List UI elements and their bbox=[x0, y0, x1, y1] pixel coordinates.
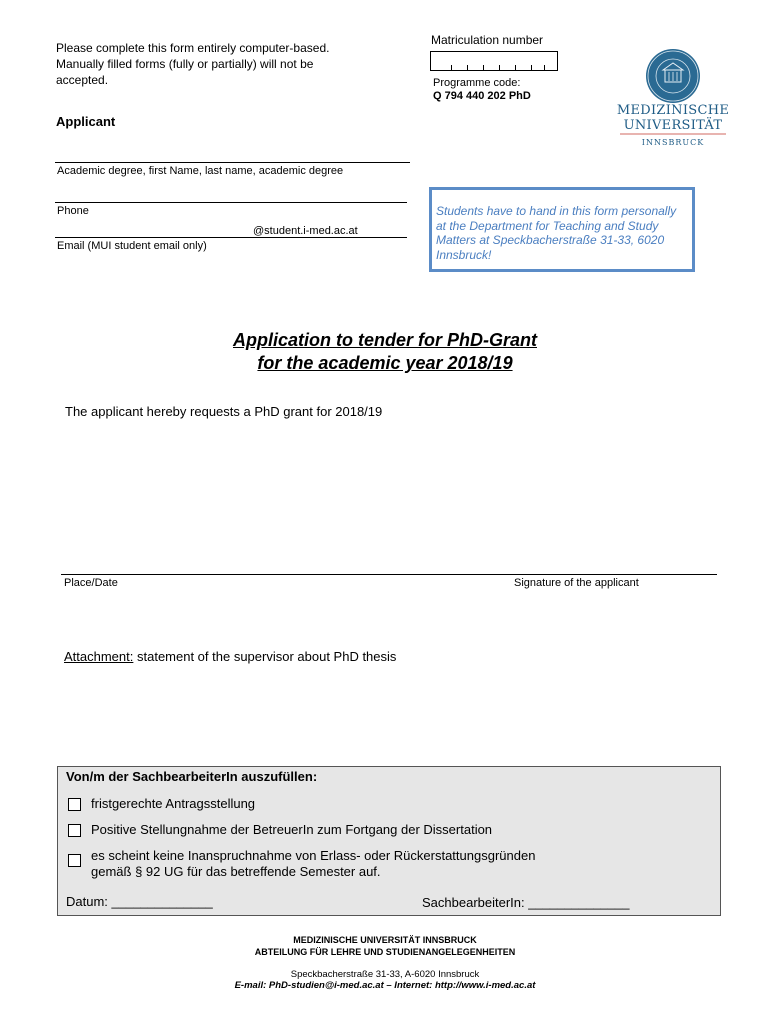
digit-separator bbox=[451, 65, 452, 70]
logo-line1: MEDIZINISCHE bbox=[616, 103, 730, 118]
digit-separator bbox=[467, 65, 468, 70]
email-field[interactable] bbox=[55, 237, 407, 238]
signature-label: Signature of the applicant bbox=[514, 577, 639, 589]
attachment-note bbox=[64, 649, 396, 664]
intro-line: Manually filled forms (fully or partially) will not be bbox=[56, 57, 314, 71]
digit-separator bbox=[515, 65, 516, 70]
intro-instructions bbox=[56, 40, 376, 88]
request-statement: The applicant hereby requests a PhD grant for 2018/19 bbox=[65, 404, 383, 419]
name-field[interactable] bbox=[55, 162, 410, 163]
checkbox-no-exemption-label-2: gemäß § 92 UG für das betreffende Semester auf. bbox=[91, 864, 381, 879]
checkbox-supervisor-statement[interactable] bbox=[68, 824, 81, 837]
place-date-label: Place/Date bbox=[64, 577, 118, 589]
signature-line[interactable] bbox=[61, 574, 717, 575]
matriculation-label: Matriculation number bbox=[431, 33, 544, 47]
digit-separator bbox=[499, 65, 500, 70]
digit-separator bbox=[483, 65, 484, 70]
checkbox-deadline[interactable] bbox=[68, 798, 81, 811]
footer-university: MEDIZINISCHE UNIVERSITÄT INNSBRUCK bbox=[293, 935, 477, 945]
intro-line: Please complete this form entirely computer-based. bbox=[56, 41, 330, 55]
phone-field-label: Phone bbox=[57, 205, 89, 217]
datum-field[interactable]: Datum: ______________ bbox=[66, 894, 213, 909]
name-field-label: Academic degree, first Name, last name, academic degree bbox=[57, 165, 344, 177]
clerk-field[interactable]: SachbearbeiterIn: ______________ bbox=[422, 895, 630, 910]
document-subtitle: for the academic year 2018/19 bbox=[257, 353, 513, 373]
logo-line3: INNSBRUCK bbox=[641, 138, 705, 147]
checkbox-deadline-label: fristgerechte Antragsstellung bbox=[91, 796, 256, 811]
logo-line2: UNIVERSITÄT bbox=[623, 118, 723, 133]
document-title: Application to tender for PhD-Grant bbox=[233, 330, 537, 350]
divider bbox=[55, 202, 407, 203]
programme-code-value: Q 794 440 202 PhD bbox=[433, 90, 531, 102]
attachment-text: statement of the supervisor about PhD thesis bbox=[133, 649, 397, 664]
admin-heading: Von/m der SachbearbeiterIn auszufüllen: bbox=[66, 769, 318, 784]
footer-address: Speckbacherstraße 31-33, A-6020 Innsbruck bbox=[290, 969, 480, 980]
digit-separator bbox=[544, 65, 545, 70]
attachment-label: Attachment: bbox=[64, 649, 134, 664]
applicant-heading: Applicant bbox=[56, 114, 116, 129]
digit-separator bbox=[531, 65, 532, 70]
programme-code-label: Programme code: bbox=[433, 77, 521, 89]
email-field-label: Email (MUI student email only) bbox=[57, 240, 207, 252]
matriculation-input[interactable] bbox=[430, 51, 558, 71]
admin-section bbox=[57, 766, 721, 916]
checkbox-no-exemption-label: es scheint keine Inanspruchnahme von Erlass- oder Rückerstattungsgründen bbox=[91, 848, 536, 863]
footer-department: ABTEILUNG FÜR LEHRE UND STUDIENANGELEGENHEITEN bbox=[254, 947, 516, 957]
checkbox-supervisor-statement-label: Positive Stellungnahme der BetreuerIn zum Fortgang der Dissertation bbox=[91, 822, 493, 837]
seal-logo bbox=[614, 48, 732, 160]
intro-line: accepted. bbox=[56, 73, 109, 87]
checkbox-no-exemption[interactable] bbox=[68, 854, 81, 867]
footer-contact: E-mail: PhD-studien@i-med.ac.at – Internet: http://www.i-med.ac.at bbox=[234, 980, 536, 991]
email-domain: @student.i-med.ac.at bbox=[253, 225, 358, 237]
university-logo bbox=[614, 48, 732, 160]
submission-notice: Students have to hand in this form personally at the Department for Teaching and Study Matters at Speckbacherstraße 31-33, 6020 Innsbruck! bbox=[429, 187, 695, 272]
